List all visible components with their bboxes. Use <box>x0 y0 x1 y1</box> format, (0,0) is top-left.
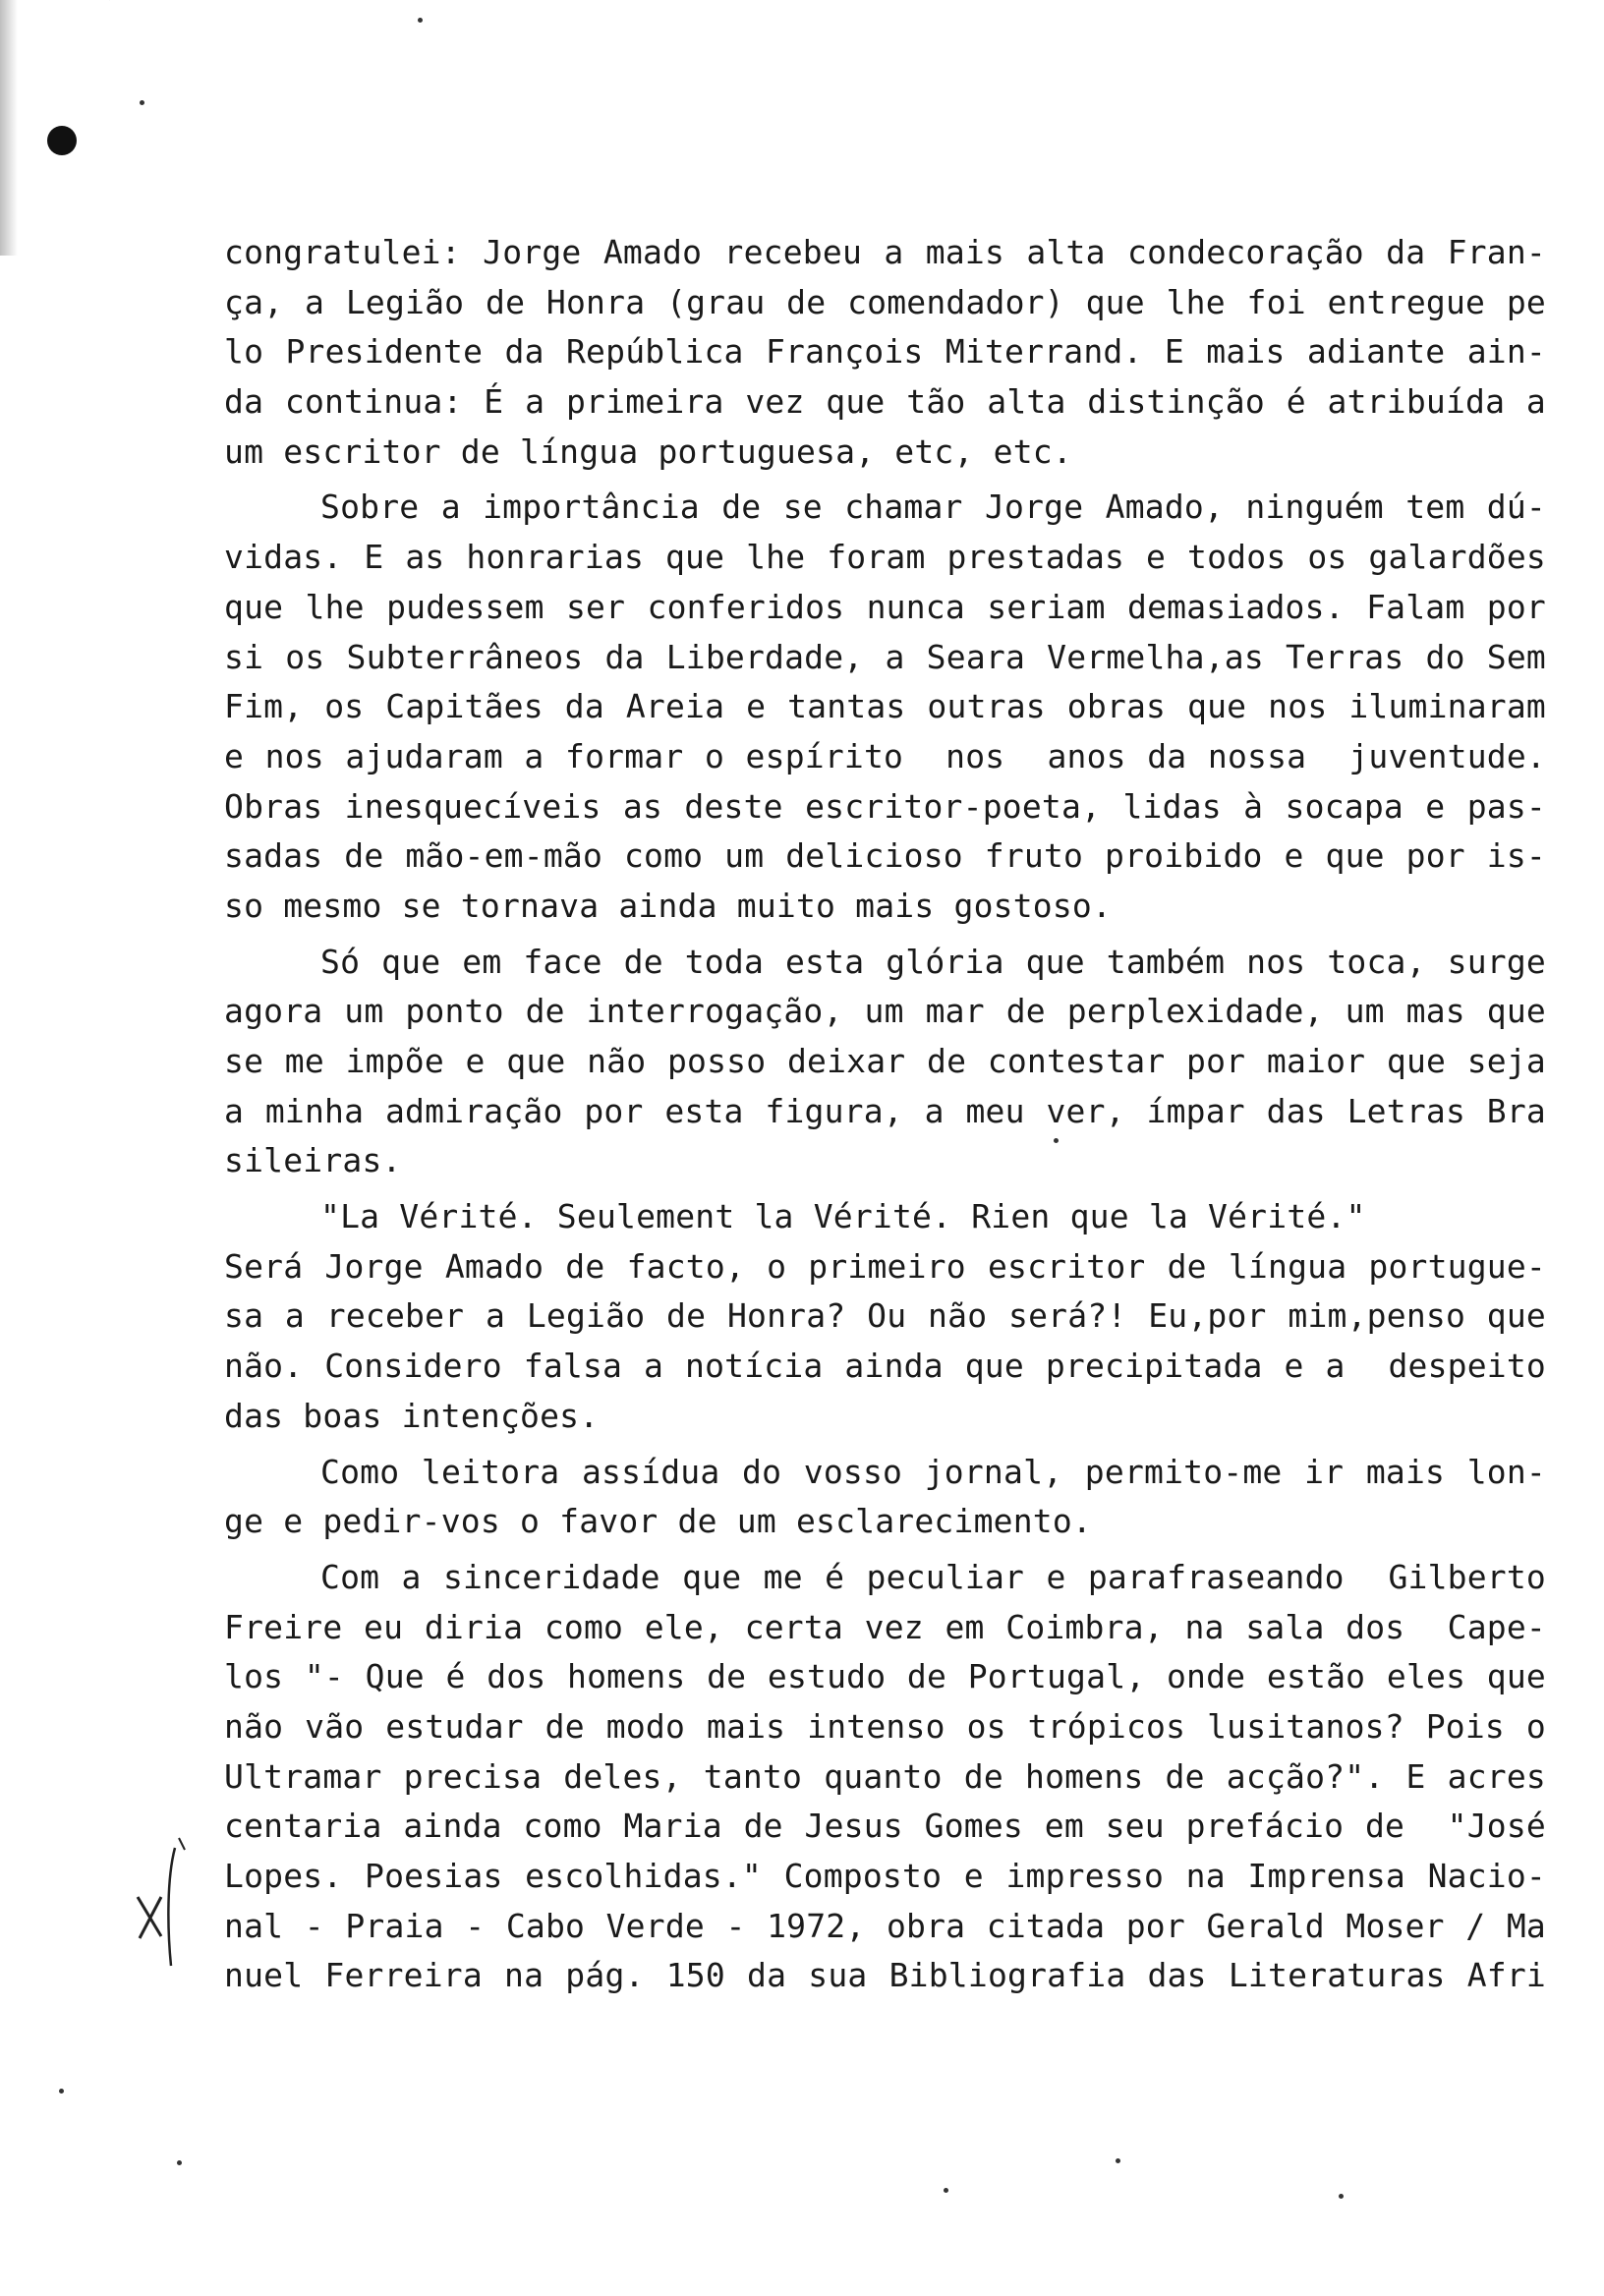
scan-speck <box>59 2089 64 2094</box>
text-line: das boas intenções. <box>224 1396 600 1435</box>
text-line: da continua: É a primeira vez que tão alta distinção é atribuída a <box>224 382 1546 422</box>
scan-speck <box>177 2160 182 2165</box>
scan-speck <box>1116 2158 1120 2163</box>
text-line: não. Considero falsa a notícia ainda que precipitada e a despeito <box>224 1347 1546 1386</box>
letter-body <box>224 228 1546 2001</box>
scan-corner-arc <box>0 0 143 144</box>
text-line: Como leitora assídua do vosso jornal, permito-me ir mais lon- <box>320 1452 1546 1491</box>
text-line: los "- Que é dos homens de estudo de Portugal, onde estão eles que <box>224 1657 1546 1696</box>
text-line: que lhe pudessem ser conferidos nunca seriam demasiados. Falam por <box>224 587 1546 626</box>
text-line: nuel Ferreira na pág. 150 da sua Bibliografia das Literaturas Afri <box>224 1956 1546 1995</box>
text-line: agora um ponto de interrogação, um mar de perplexidade, um mas que <box>224 992 1546 1031</box>
text-line: nal - Praia - Cabo Verde - 1972, obra citada por Gerald Moser / Ma <box>224 1906 1546 1945</box>
text-line: se me impõe e que não posso deixar de contestar por maior que seja <box>224 1042 1546 1080</box>
quote-line: "La Vérité. Seulement la Vérité. Rien que la Vérité." <box>320 1197 1366 1236</box>
text-line: Ultramar precisa deles, tanto quanto de homens de acção?". E acres <box>224 1756 1546 1796</box>
text-line: e nos ajudaram a formar o espírito nos anos da nossa juventude. <box>224 736 1546 775</box>
text-line: so mesmo se tornava ainda muito mais gostoso. <box>224 886 1113 925</box>
text-line: congratulei: Jorge Amado recebeu a mais alta condecoração da Fran- <box>224 233 1546 271</box>
text-line: sadas de mão-em-mão como um delicioso fruto proibido e que por is- <box>224 836 1546 876</box>
text-line: Obras inesquecíveis as deste escritor-poeta, lidas à socapa e pas- <box>224 786 1546 826</box>
text-line: centaria ainda como Maria de Jesus Gomes em seu prefácio de "José <box>224 1807 1546 1846</box>
text-line: vidas. E as honrarias que lhe foram prestadas e todos os galardões <box>224 538 1546 577</box>
text-line: Sobre a importância de se chamar Jorge Amado, ninguém tem dú- <box>320 488 1546 527</box>
text-line: não vão estudar de modo mais intenso os trópicos lusitanos? Pois o <box>224 1706 1546 1746</box>
text-line: Fim, os Capitães da Areia e tantas outras obras que nos iluminaram <box>224 687 1546 726</box>
text-line: si os Subterrâneos da Liberdade, a Seara Vermelha,as Terras do Sem <box>224 637 1546 676</box>
text-line: sa a receber a Legião de Honra? Ou não será?! Eu,por mim,penso que <box>224 1296 1546 1336</box>
scan-speck <box>944 2188 948 2193</box>
text-line: Freire eu diria como ele, certa vez em Coimbra, na sala dos Cape- <box>224 1607 1546 1646</box>
text-line: um escritor de língua portuguesa, etc, etc. <box>224 431 1072 471</box>
handwritten-margin-mark <box>128 1828 187 1976</box>
scan-speck <box>1339 2194 1344 2199</box>
text-line: ça, a Legião de Honra (grau de comendador) que lhe foi entregue pe <box>224 282 1546 321</box>
text-line: sileiras. <box>224 1141 402 1180</box>
scan-speck <box>140 100 144 105</box>
text-line: Com a sinceridade que me é peculiar e parafraseando Gilberto <box>320 1557 1546 1596</box>
text-line: Lopes. Poesias escolhidas." Composto e impresso na Imprensa Nacio- <box>224 1857 1546 1895</box>
text-line: Será Jorge Amado de facto, o primeiro escritor de língua portugue- <box>224 1246 1546 1286</box>
scan-speck <box>418 18 423 23</box>
punch-hole <box>47 126 77 155</box>
text-line: lo Presidente da República François Miterrand. E mais adiante ain- <box>224 332 1546 372</box>
text-line: Só que em face de toda esta glória que também nos toca, surge <box>320 942 1546 981</box>
text-line: ge e pedir-vos o favor de um esclarecimento. <box>224 1502 1092 1541</box>
text-line: a minha admiração por esta figura, a meu ver, ímpar das Letras Bra <box>224 1091 1546 1130</box>
